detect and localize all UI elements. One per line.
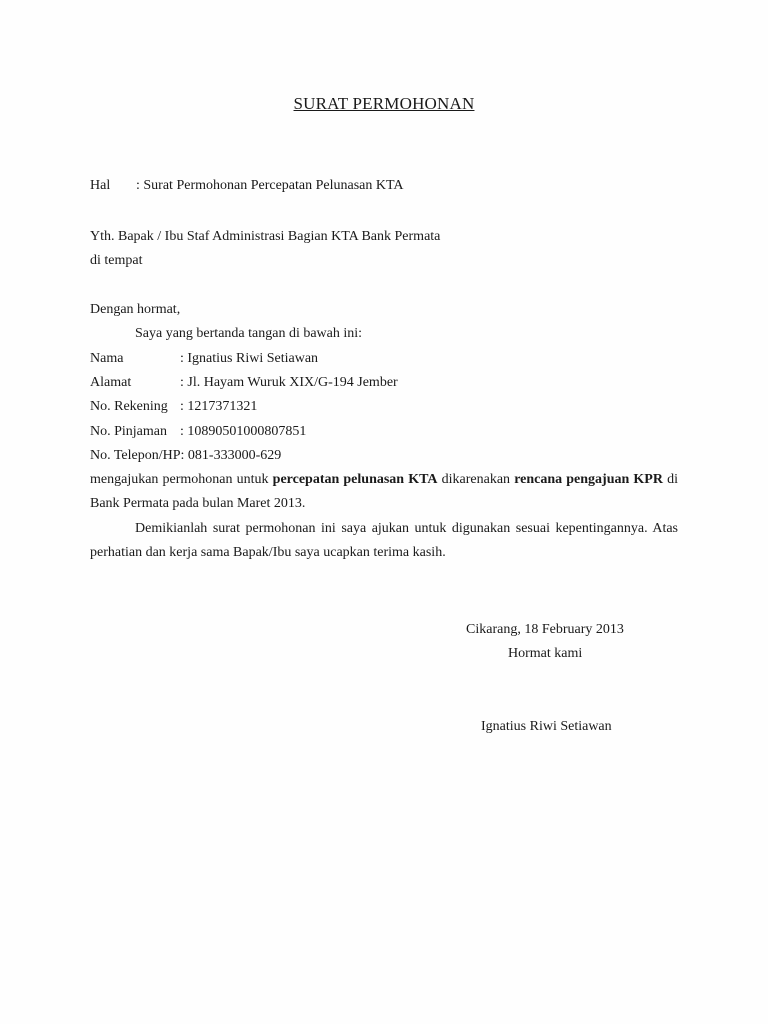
letter-title: SURAT PERMOHONAN	[293, 94, 475, 113]
recipient-line-1: Yth. Bapak / Ibu Staf Administrasi Bagian KTA Bank Permata	[90, 229, 441, 244]
identity-value: : 1217371321	[180, 399, 258, 414]
identity-label: Alamat	[90, 375, 132, 390]
recipient-line-2: di tempat	[90, 253, 143, 268]
identity-value: : 10890501000807851	[180, 424, 307, 439]
identity-label: Nama	[90, 351, 124, 366]
request-paragraph	[90, 468, 678, 516]
identity-value: : 081-333000-629	[180, 448, 282, 463]
identity-label: No. Rekening	[90, 399, 168, 414]
closing-paragraph: Demikianlah surat permohonan ini saya ajukan untuk digunakan sesuai kepentingannya. Atas perhatian dan kerja sama Bapak/Ibu saya ucapkan terima kasih.	[90, 521, 678, 560]
identity-row-account	[90, 398, 257, 416]
identity-label: No. Telepon/HP	[90, 448, 181, 463]
request-emphasis: percepatan pelunasan KTA	[272, 472, 438, 487]
identity-value: : Jl. Hayam Wuruk XIX/G-194 Jember	[180, 375, 398, 390]
identity-value: : Ignatius Riwi Setiawan	[180, 351, 319, 366]
request-text: dikarenakan	[437, 472, 515, 487]
intro-line: Saya yang bertanda tangan di bawah ini:	[135, 326, 363, 341]
subject-value: : Surat Permohonan Percepatan Pelunasan KTA	[136, 178, 404, 193]
identity-row-address	[90, 374, 398, 392]
request-text: mengajukan permohonan untuk	[90, 472, 273, 487]
identity-row-loan	[90, 423, 306, 441]
greeting: Dengan hormat,	[90, 302, 181, 317]
identity-label: No. Pinjaman	[90, 424, 167, 439]
request-emphasis: rencana pengajuan KPR	[514, 472, 663, 487]
subject-line	[90, 177, 404, 195]
request-text: di Bank Permata pada bulan Maret 2013.	[90, 472, 678, 511]
identity-row-phone	[90, 447, 281, 465]
subject-label: Hal	[90, 178, 111, 193]
signatory-name: Ignatius Riwi Setiawan	[481, 719, 612, 734]
closing-salutation: Hormat kami	[508, 646, 583, 661]
identity-row-name	[90, 350, 318, 368]
place-date: Cikarang, 18 February 2013	[466, 622, 624, 637]
